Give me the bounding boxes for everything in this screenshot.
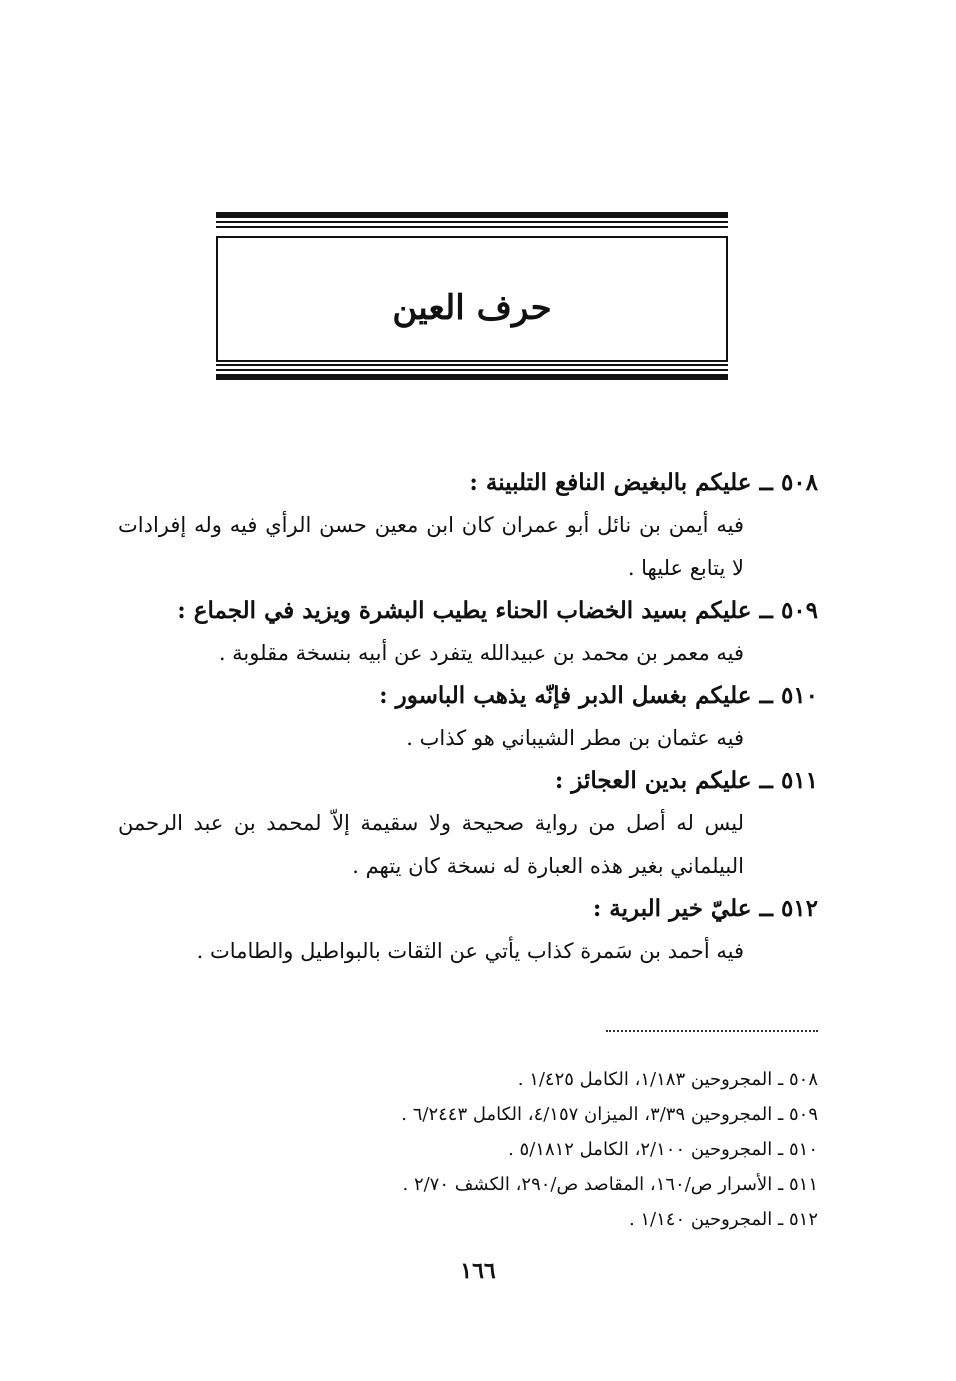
hadith-text: ٥١٠ ــ عليكم بغسل الدبر فإنّه يذهب الباسور : [379, 682, 818, 709]
footnote: ٥٠٩ ـ المجروحين ٣/٣٩، الميزان ٤/١٥٧، الكامل ٦/٢٤٤٣ . [401, 1104, 818, 1125]
footnote: ٥١١ ـ الأسرار ص/١٦٠، المقاصد ص/٢٩٠، الكشف ٢/٧٠ . [402, 1174, 818, 1195]
hadith-entry [118, 675, 818, 760]
footnote-separator [606, 1030, 818, 1032]
hadith-commentary: فيه معمر بن محمد بن عبيدالله يتفرد عن أبيه بنسخة مقلوبة . [218, 641, 744, 665]
header-bottom-rules [216, 362, 728, 384]
hadith-entry [118, 760, 818, 888]
hadith-commentary: ليس له أصل من رواية صحيحة ولا سقيمة إلاّ لمحمد بن عبد الرحمن البيلماني بغير هذه العبارة له نسخة كان يتهم . [118, 811, 744, 878]
header-top-thin-rule-1 [216, 221, 728, 223]
page-number: ١٦٦ [460, 1258, 496, 1284]
hadith-commentary: فيه أيمن بن نائل أبو عمران كان ابن معين حسن الرأي فيه وله إفرادات لا يتابع عليها . [118, 513, 744, 580]
header-top-rules [216, 212, 728, 234]
hadith-text: ٥٠٨ ــ عليكم بالبغيض النافع التلبينة : [469, 469, 818, 496]
hadith-entry [118, 888, 818, 973]
chapter-header-box [216, 236, 728, 362]
header-bottom-thin-rule-2 [216, 369, 728, 371]
hadith-text: ٥١٢ ــ عليّ خير البرية : [592, 895, 818, 922]
hadith-entry [118, 462, 818, 590]
hadith-text: ٥٠٩ ــ عليكم بسيد الخضاب الحناء يطيب البشرة ويزيد في الجماع : [177, 597, 818, 624]
footnote: ٥١٢ ـ المجروحين ١/١٤٠ . [628, 1209, 818, 1230]
header-bottom-thin-rule-1 [216, 364, 728, 366]
header-bottom-thick-rule [216, 374, 728, 380]
hadith-commentary: فيه عثمان بن مطر الشيباني هو كذاب . [406, 726, 744, 750]
footnote: ٥١٠ ـ المجروحين ٢/١٠٠، الكامل ٥/١٨١٢ . [508, 1139, 818, 1160]
hadith-entry [118, 590, 818, 675]
chapter-title: حرف العين [392, 288, 552, 328]
header-top-thick-rule [216, 212, 728, 218]
hadith-commentary: فيه أحمد بن سَمرة كذاب يأتي عن الثقات بالبواطيل والطامات . [196, 939, 744, 963]
footnotes [218, 1062, 818, 1237]
hadith-entries [118, 462, 818, 973]
hadith-text: ٥١١ ــ عليكم بدين العجائز : [554, 767, 818, 794]
footnote: ٥٠٨ ـ المجروحين ١/١٨٣، الكامل ١/٤٢٥ . [517, 1069, 818, 1090]
header-top-thin-rule-2 [216, 226, 728, 228]
